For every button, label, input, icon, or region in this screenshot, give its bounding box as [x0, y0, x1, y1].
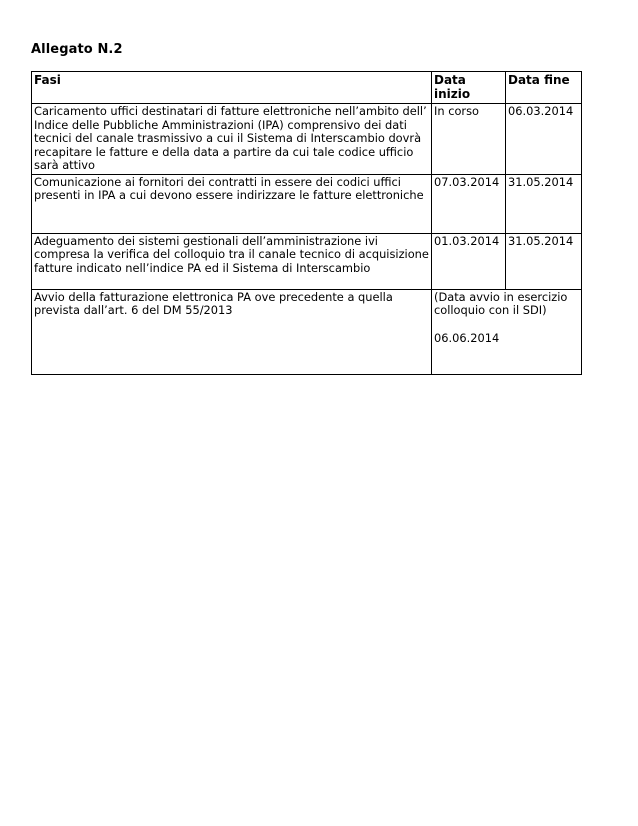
cell-data-merged	[432, 289, 582, 374]
cell-fase: Comunicazione ai fornitori dei contratti in essere dei codici uffici presenti in IPA a cui devono essere indirizzare le fatture elettroniche	[32, 174, 432, 233]
header-data-inizio: Data inizio	[432, 72, 506, 104]
cell-data-fine: 31.05.2014	[506, 233, 582, 289]
cell-data-note: (Data avvio in esercizio colloquio con il SDI)	[434, 289, 568, 317]
table-row	[32, 289, 582, 374]
table-row	[32, 233, 582, 289]
cell-fase: Caricamento uffici destinatari di fatture elettroniche nell’ambito dell’ Indice delle Pubbliche Amministrazioni (IPA) comprensivo dei dati tecnici del canale trasmissivo a cui il Sistema di Interscambio dovrà recapitare le fatture e della data a partire da cui tale codice ufficio sarà attivo	[32, 104, 432, 175]
table-header-row	[32, 72, 582, 104]
cell-data-inizio: In corso	[432, 104, 506, 175]
cell-data-fine: 06.03.2014	[506, 104, 582, 175]
cell-fase: Adeguamento dei sistemi gestionali dell’amministrazione ivi compresa la verifica del colloquio tra il canale tecnico di acquisizione fatture indicato nell’indice PA ed il Sistema di Interscambio	[32, 233, 432, 289]
cell-data-inizio: 01.03.2014	[432, 233, 506, 289]
header-data-fine: Data fine	[506, 72, 582, 104]
cell-spacer	[434, 318, 579, 332]
cell-data-fine: 31.05.2014	[506, 174, 582, 233]
cell-data-inizio: 07.03.2014	[432, 174, 506, 233]
cell-data-date: 06.06.2014	[434, 330, 500, 345]
header-fasi: Fasi	[32, 72, 432, 104]
cell-fase: Avvio della fatturazione elettronica PA ove precedente a quella prevista dall’art. 6 del DM 55/2013	[32, 289, 432, 374]
table-row	[32, 174, 582, 233]
table-row	[32, 104, 582, 175]
document-title: Allegato N.2	[31, 42, 123, 57]
phases-table	[31, 71, 582, 375]
